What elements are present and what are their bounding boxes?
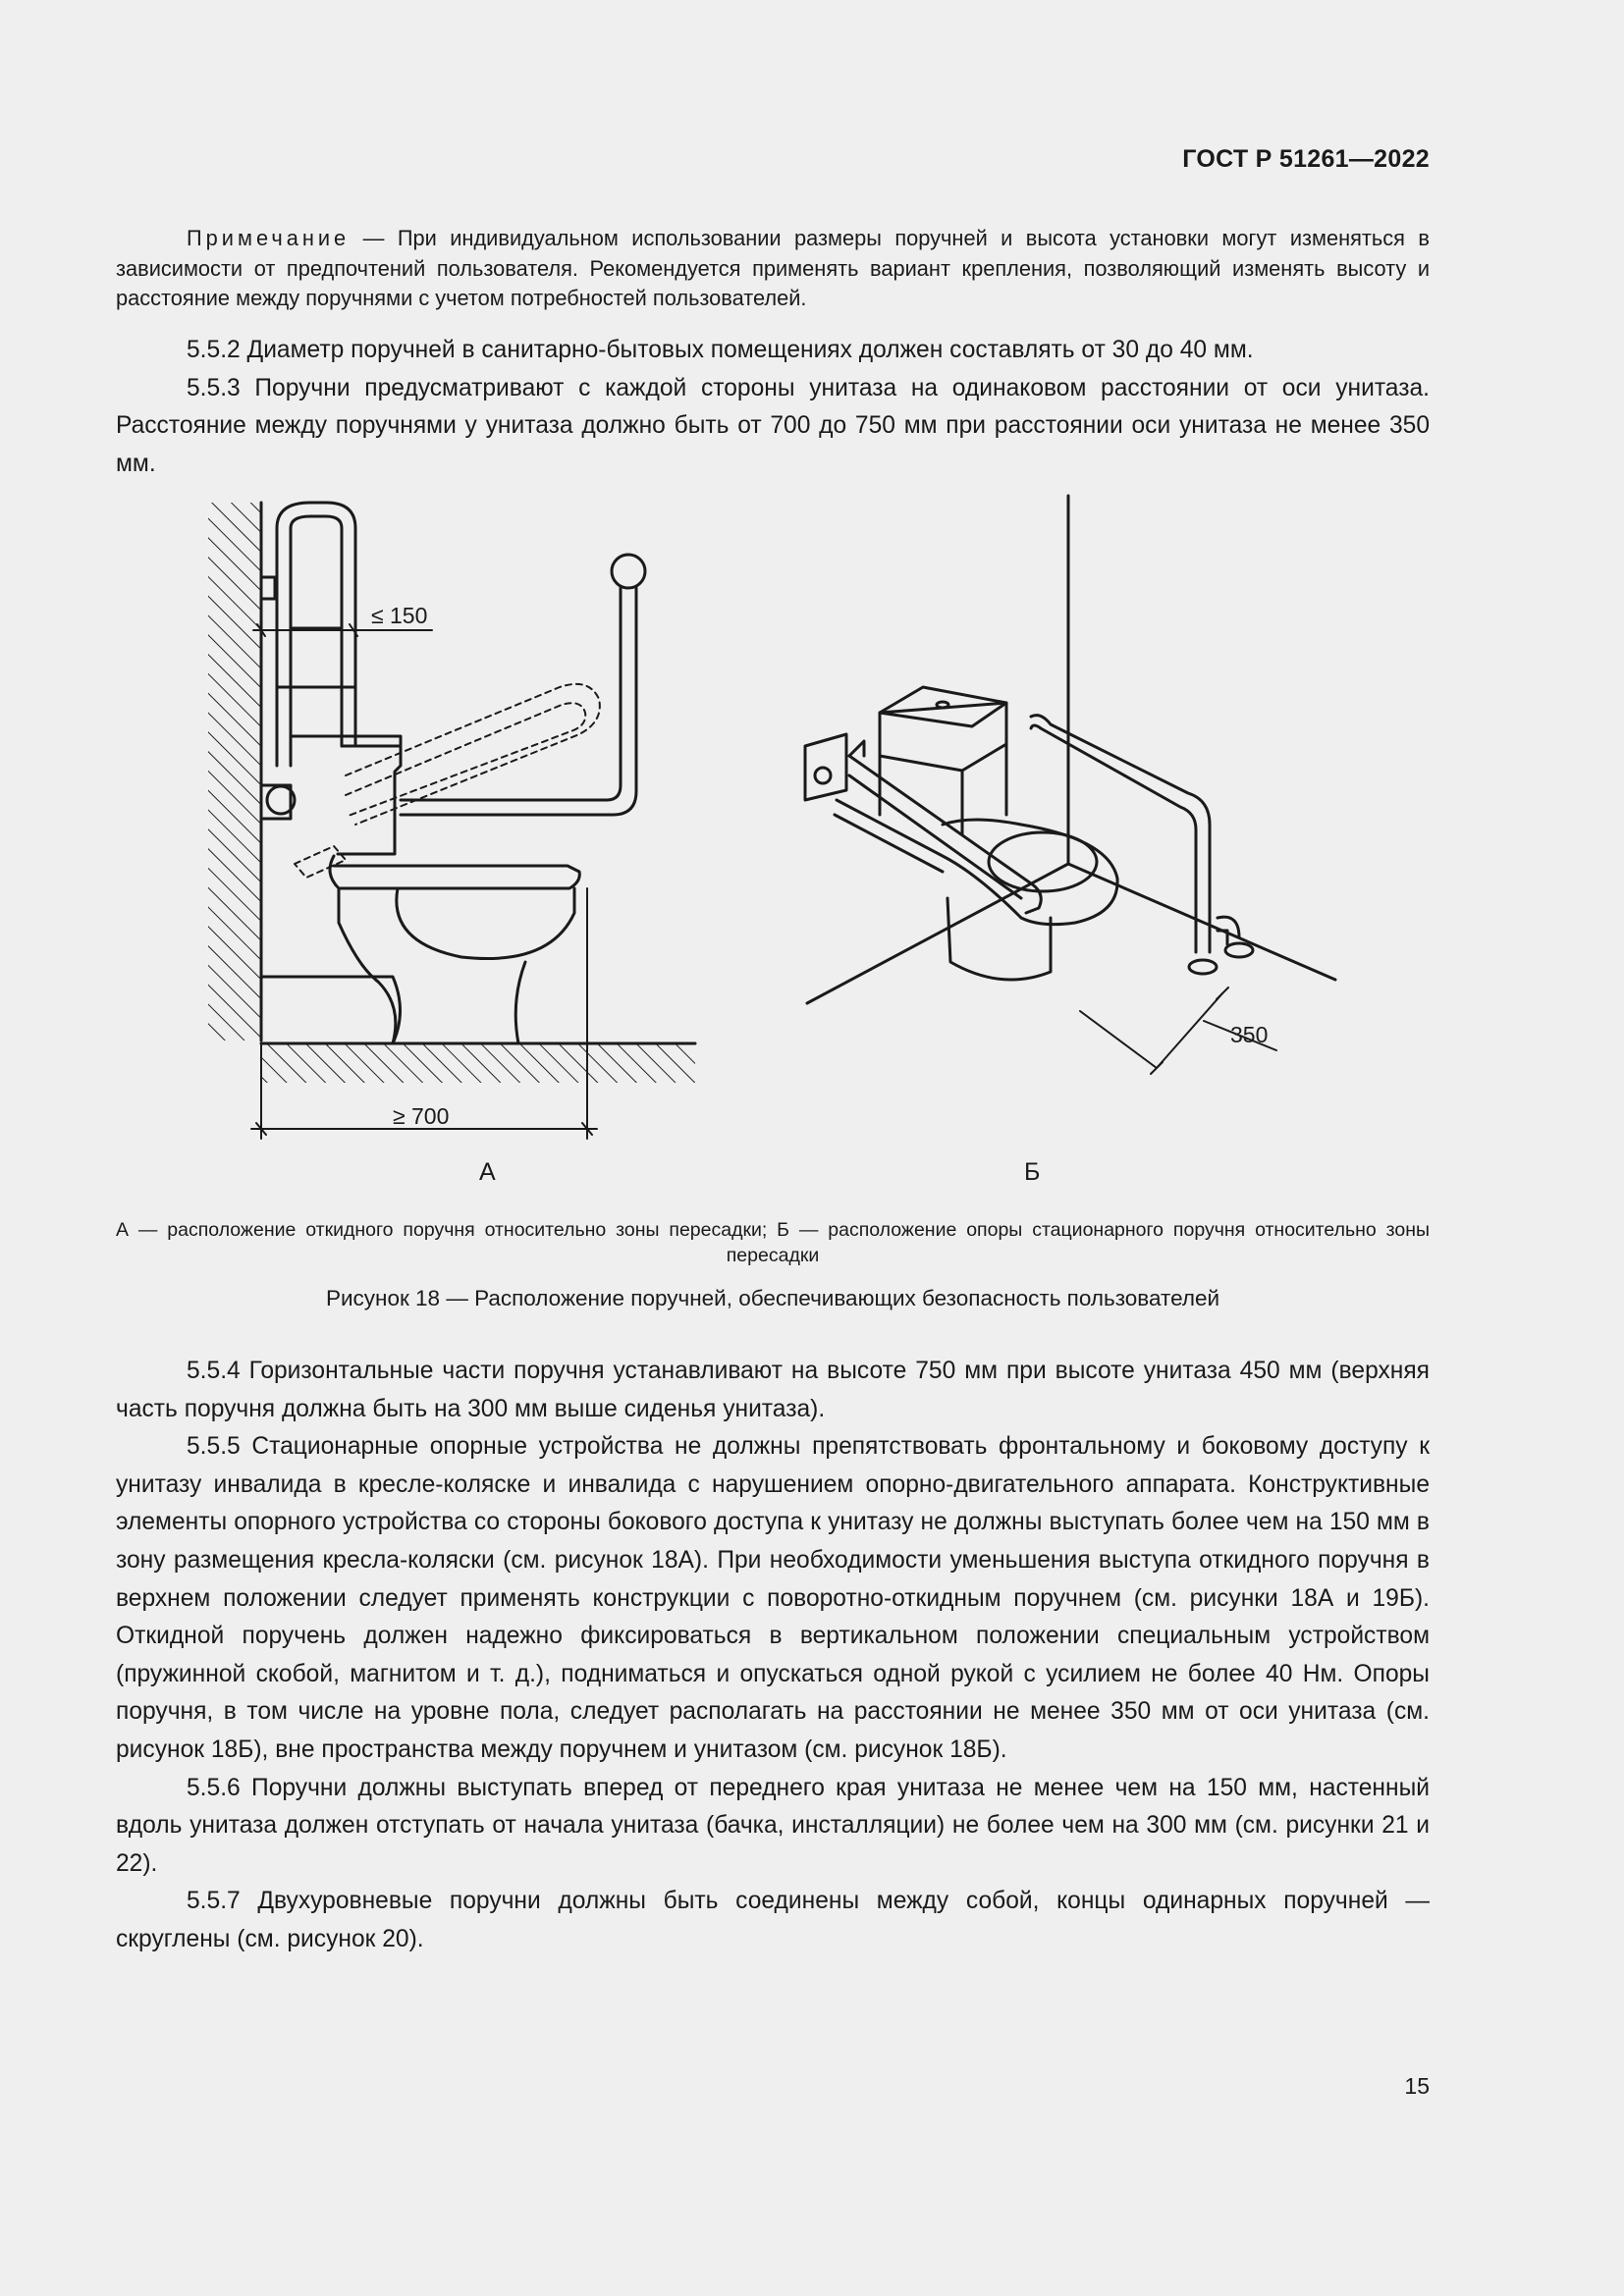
- figure-legend: А — расположение откидного поручня относительно зоны пересадки; Б — расположение опоры стационарного поручня относительно зоны пересадки: [116, 1219, 1430, 1266]
- figure-label-b: Б: [1024, 1158, 1041, 1186]
- drawing-b: [805, 496, 1335, 1074]
- note-text: — При индивидуальном использовании размеры поручней и высота установки могут изменяться в зависимости от предпочтений пользователя. Рекомендуется применять вариант крепления, позволяющий изменять высоту и расстояние между поручнями с учетом потребностей пользователей.: [116, 226, 1430, 310]
- paragraph-5-5-5: 5.5.5 Стационарные опорные устройства не должны препятствовать фронтальному и боковому доступу к унитазу инвалида в кресле-коляске и инвалида с нарушением опорно-двигательного аппарата. Конструктивные элементы опорного устройства со стороны бокового доступа к унитазу не должны выступать более чем на 150 мм в зону размещения кресла-коляски (см. рисунок 18А). При необходимости уменьшения выступа откидного поручня в верхнем положении следует применять конструкции с поворотно-откидным поручнем (см. рисунки 18А и 19Б). Откидной поручень должен надежно фиксироваться в вертикальном положении специальным устройством (пружинной скобой, магнитом и т. д.), подниматься и опускаться одной рукой с усилием не более 40 Нм. Опоры поручня, в том числе на уровне пола, следует располагать на расстоянии не менее 350 мм от оси унитаза (см. рисунок 18Б), вне пространства между поручнем и унитазом (см. рисунок 18Б).: [116, 1433, 1430, 1763]
- dim-label-150: ≤ 150: [371, 603, 428, 628]
- bottom-paragraphs: [116, 1353, 1430, 1959]
- wall-hatch: [208, 503, 261, 1041]
- drawing-a: [208, 503, 695, 1139]
- document-header: ГОСТ Р 51261—2022: [1182, 145, 1430, 173]
- paragraph-5-5-4: 5.5.4 Горизонтальные части поручня устанавливают на высоте 750 мм при высоте унитаза 450 мм (верхняя часть поручня должна быть на 300 мм выше сиденья унитаза).: [116, 1358, 1430, 1422]
- paragraph-5-5-6: 5.5.6 Поручни должны выступать вперед от переднего края унитаза не менее чем на 150 мм, настенный вдоль унитаза должен отступать от начала унитаза (бачка, инсталляции) не более чем на 300 мм (см. рисунки 21 и 22).: [116, 1774, 1430, 1877]
- figure-title: Рисунок 18 — Расположение поручней, обеспечивающих безопасность пользователей: [325, 1286, 1220, 1310]
- dim-label-350: 350: [1230, 1022, 1269, 1047]
- paragraph-5-5-2: 5.5.2 Диаметр поручней в санитарно-бытовых помещениях должен составлять от 30 до 40 мм.: [187, 337, 1254, 363]
- page-number: 15: [1404, 2073, 1430, 2099]
- floor-hatch: [261, 1043, 695, 1083]
- dim-label-700: ≥ 700: [393, 1103, 450, 1129]
- paragraph-5-5-7: 5.5.7 Двухуровневые поручни должны быть соединены между собой, концы одинарных поручней — скруглены (см. рисунок 20).: [116, 1888, 1430, 1952]
- figure-label-a: А: [479, 1158, 496, 1186]
- note-label: Примечание: [187, 226, 351, 250]
- paragraph-5-5-3: 5.5.3 Поручни предусматривают с каждой стороны унитаза на одинаковом расстоянии от оси унитаза. Расстояние между поручнями у унитаза должно быть от 700 до 750 мм при расстоянии оси унитаза не менее 350 мм.: [116, 374, 1430, 477]
